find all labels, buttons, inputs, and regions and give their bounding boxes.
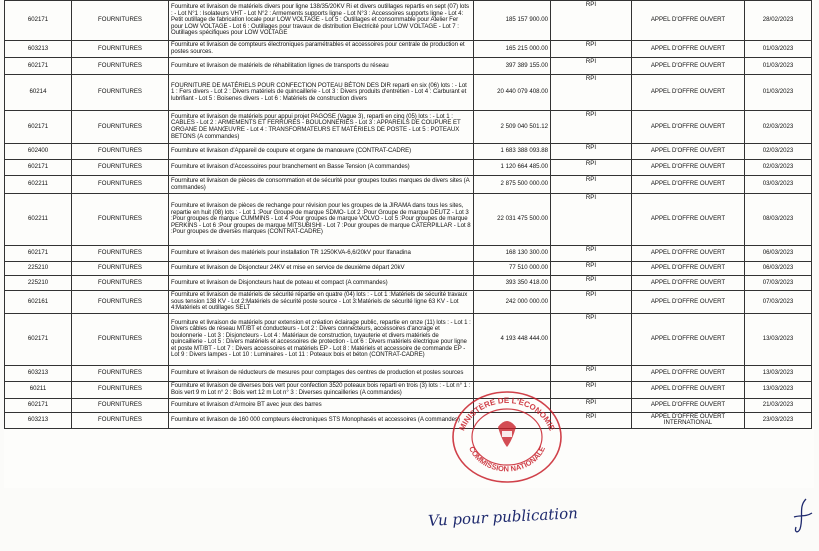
- document-footer: [0, 488, 819, 551]
- table-row: [5, 144, 812, 160]
- account-code-cell: 602171: [5, 1, 72, 41]
- procurement-method-cell: APPEL D'OFFRE OUVERT: [632, 41, 745, 58]
- procurement-method-cell: APPEL D'OFFRE OUVERT: [632, 313, 745, 365]
- table-body: [5, 1, 812, 429]
- procurement-table-sheet: [4, 0, 814, 488]
- description-cell: Fourniture et livraison de compteurs électroniques paramétrables et accessoires pour centrale de production et postes sources.: [169, 41, 474, 58]
- table-row: [5, 291, 812, 314]
- svg-text:COMMISSION NATIONALE: COMMISSION NATIONALE: [467, 444, 547, 474]
- description-cell: Fourniture et livraison d'Appareil de coupure et organe de manœuvre (CONTRAT-CADRE): [169, 144, 474, 160]
- account-code-cell: 602171: [5, 313, 72, 365]
- account-code-cell: 602211: [5, 176, 72, 194]
- amount-cell: 22 031 475 500.00: [474, 194, 551, 246]
- nature-cell: FOURNITURES: [72, 381, 169, 398]
- procurement-method-cell: APPEL D'OFFRE OUVERT: [632, 176, 745, 194]
- funding-source-cell: RPI: [551, 276, 632, 291]
- funding-source-cell: RPI: [551, 41, 632, 58]
- description-cell: Fourniture et livraison d'Accessoires pour branchement en Basse Tension (A commandes): [169, 160, 474, 176]
- description-cell: Fourniture et livraison de matériels de réhabilitation lignes de transports du réseau: [169, 58, 474, 75]
- procurement-method-cell: APPEL D'OFFRE OUVERT: [632, 381, 745, 398]
- nature-cell: FOURNITURES: [72, 75, 169, 111]
- procurement-method-cell: APPEL D'OFFRE OUVERT: [632, 246, 745, 262]
- date-cell: 06/03/2023: [745, 246, 812, 262]
- nature-cell: FOURNITURES: [72, 1, 169, 41]
- account-code-cell: 602171: [5, 160, 72, 176]
- table-row: [5, 1, 812, 41]
- date-cell: 28/02/2023: [745, 1, 812, 41]
- amount-cell: 2 509 040 501.12: [474, 111, 551, 144]
- procurement-method-cell: APPEL D'OFFRE OUVERT: [632, 291, 745, 314]
- amount-cell: 397 389 155.00: [474, 58, 551, 75]
- amount-cell: 77 510 000.00: [474, 262, 551, 276]
- stamp-icon: [448, 385, 566, 485]
- nature-cell: FOURNITURES: [72, 41, 169, 58]
- table-row: [5, 176, 812, 194]
- procurement-method-cell: APPEL D'OFFRE OUVERT: [632, 194, 745, 246]
- funding-source-cell: RPI: [551, 75, 632, 111]
- amount-cell: 185 157 900.00: [474, 1, 551, 41]
- nature-cell: FOURNITURES: [72, 246, 169, 262]
- funding-source-cell: RPI: [551, 291, 632, 314]
- funding-source-cell: RPI: [551, 176, 632, 194]
- date-cell: 21/03/2023: [745, 398, 812, 412]
- nature-cell: FOURNITURES: [72, 291, 169, 314]
- official-stamp: [448, 385, 566, 485]
- nature-cell: FOURNITURES: [72, 144, 169, 160]
- nature-cell: FOURNITURES: [72, 398, 169, 412]
- table-row: [5, 412, 812, 428]
- nature-cell: FOURNITURES: [72, 412, 169, 428]
- nature-cell: FOURNITURES: [72, 365, 169, 381]
- table-row: [5, 398, 812, 412]
- account-code-cell: 602171: [5, 58, 72, 75]
- procurement-method-cell: APPEL D'OFFRE OUVERT: [632, 1, 745, 41]
- account-code-cell: 225210: [5, 276, 72, 291]
- description-cell: Fourniture et livraison de réducteurs de mesures pour comptages des centres de production et postes sources: [169, 365, 474, 381]
- amount-cell: 2 875 500 000.00: [474, 176, 551, 194]
- table-row: [5, 313, 812, 365]
- nature-cell: FOURNITURES: [72, 313, 169, 365]
- description-cell: Fourniture et livraison de matériels pour appui projet PAGOSE (Vague 3), reparti en cinq (05) lots : - Lot 1 : CABLES - Lot 2 : ARMEMENTS ET FERRURES - BOULONNERIES - Lot 3 : APPAREILS DE COUPURE ET ORGANE DE MANŒUVRE - Lot 4 : TRANSFORMATEURS ET MATÉRIELS DE POSTE - Lot 5 : POTEAUX BETONS (A commandes): [169, 111, 474, 144]
- date-cell: 02/03/2023: [745, 111, 812, 144]
- description-cell: Fourniture et livraison de matériels divers pour ligne 138/35/20KV Ri et divers outillages repartis en sept (07) lots : - Lot N°1 : Isolateurs VHT - Lot N°2 : Armements supports ligne - Lot N°3 : Accessoires supports ligne - Lot 4: Petit outillage de fabrication locale pour LOW VOLTAGE - Lot 5 : Outillages et consommable pour Atelier Fer pour LOW VOLTAGE - Lot 6 : Outillages pour travaux de distribution Electricité pour LOW VOLTAGE - Lot 7 : Outillages spécifiques pour LOW VOLTAGE: [169, 1, 474, 41]
- description-cell: Fourniture et livraison de matériels pour extension et création éclairage public, repartie en onze (11) lots : - Lot 1 : Divers câbles de réseau MT/BT et conducteurs - Lot 2 : Divers connecteurs, accessoires d'ancrage et boulonnerie - Lot 3 : Disjoncteurs - Lot 4 : Matériaux de construction, tuyauterie et divers matériels de quincaillerie - Lot 5 : Divers matériels et accessoires de protection - Lot 6 : Divers matériels électrique pour ligne et poste MT/BT - Lot 7 : Divers accessoires et matériels EP - Lot 8 : Matériels et accessoire de commande EP - Lot 9 : Divers lampes - Lot 10 : Luminaires - Lot 11 : Poteaux bois et béton (CONTRAT-CADRE): [169, 313, 474, 365]
- description-cell: Fourniture et livraison d'Armoire BT avec jeux des barres: [169, 398, 474, 412]
- table-row: [5, 246, 812, 262]
- funding-source-cell: RPI: [551, 398, 632, 412]
- date-cell: 13/03/2023: [745, 313, 812, 365]
- description-cell: Fourniture et livraison de matériels de sécurité répartie en quatre (04) lots : - Lot 1 :Matériels de sécurité travaux sous tension 138 KV - Lot 2:Matériels de sécurité poste source - Lot 3:Matériels de sécurité ligne 63 KV - Lot 4:Matériels et outillages SELT: [169, 291, 474, 314]
- account-code-cell: 602161: [5, 291, 72, 314]
- account-code-cell: 602171: [5, 111, 72, 144]
- date-cell: 23/03/2023: [745, 412, 812, 428]
- table-row: [5, 111, 812, 144]
- amount-cell: 20 440 079 408.00: [474, 75, 551, 111]
- nature-cell: FOURNITURES: [72, 58, 169, 75]
- procurement-method-cell: APPEL D'OFFRE OUVERT: [632, 111, 745, 144]
- description-cell: Fourniture et livraison de Disjoncteurs haut de poteau et compact (A commandes): [169, 276, 474, 291]
- account-code-cell: 603213: [5, 365, 72, 381]
- procurement-table: [4, 0, 812, 429]
- nature-cell: FOURNITURES: [72, 111, 169, 144]
- amount-cell: 4 193 448 444.00: [474, 313, 551, 365]
- table-row: [5, 58, 812, 75]
- funding-source-cell: RPI: [551, 58, 632, 75]
- funding-source-cell: RPI: [551, 194, 632, 246]
- nature-cell: FOURNITURES: [72, 160, 169, 176]
- account-code-cell: 603213: [5, 41, 72, 58]
- date-cell: 07/03/2023: [745, 276, 812, 291]
- date-cell: 06/03/2023: [745, 262, 812, 276]
- account-code-cell: 602400: [5, 144, 72, 160]
- funding-source-cell: RPI: [551, 160, 632, 176]
- table-row: [5, 41, 812, 58]
- account-code-cell: 60211: [5, 381, 72, 398]
- nature-cell: FOURNITURES: [72, 262, 169, 276]
- description-cell: Fourniture et livraison de pièces de consommation et de sécurité pour groupes toutes marques de divers sites (A commandes): [169, 176, 474, 194]
- date-cell: 01/03/2023: [745, 41, 812, 58]
- date-cell: 01/03/2023: [745, 58, 812, 75]
- procurement-method-cell: APPEL D'OFFRE OUVERT: [632, 398, 745, 412]
- date-cell: 02/03/2023: [745, 144, 812, 160]
- amount-cell: 393 350 418.00: [474, 276, 551, 291]
- table-row: [5, 75, 812, 111]
- date-cell: 01/03/2023: [745, 75, 812, 111]
- date-cell: 07/03/2023: [745, 291, 812, 314]
- description-cell: FOURNITURE DE MATÉRIELS POUR CONFECTION POTEAU BÉTON DES DIR reparti en six (06) lots : - Lot 1 : Fers divers - Lot 2 : Divers matériels de quincaillerie - Lot 3 : Divers produits d'entretien - Lot 4 : Carburant et lubrifiant - Lot 5 : Boisenes divers - Lot 6 : Matériels de construction divers: [169, 75, 474, 111]
- handwritten-annotation: Vu pour publication: [427, 504, 579, 530]
- description-cell: Fourniture et livraison des matériels pour installation TR 1250KVA-6,6/20kV pour Ifanadina: [169, 246, 474, 262]
- table-row: [5, 381, 812, 398]
- account-code-cell: 602171: [5, 398, 72, 412]
- date-cell: 03/03/2023: [745, 176, 812, 194]
- procurement-method-cell: APPEL D'OFFRE OUVERT: [632, 75, 745, 111]
- table-row: [5, 194, 812, 246]
- procurement-method-cell: APPEL D'OFFRE OUVERT: [632, 58, 745, 75]
- table-row: [5, 276, 812, 291]
- procurement-method-cell: APPEL D'OFFRE OUVERT: [632, 365, 745, 381]
- procurement-method-cell: APPEL D'OFFRE OUVERT INTERNATIONAL: [632, 412, 745, 428]
- nature-cell: FOURNITURES: [72, 276, 169, 291]
- signature-initials: [788, 495, 816, 535]
- funding-source-cell: RPI: [551, 144, 632, 160]
- account-code-cell: 60214: [5, 75, 72, 111]
- amount-cell: 168 130 300.00: [474, 246, 551, 262]
- funding-source-cell: RPI: [551, 111, 632, 144]
- procurement-method-cell: APPEL D'OFFRE OUVERT: [632, 262, 745, 276]
- account-code-cell: 603213: [5, 412, 72, 428]
- nature-cell: FOURNITURES: [72, 194, 169, 246]
- funding-source-cell: RPI: [551, 381, 632, 398]
- amount-cell: 1 683 388 093.88: [474, 144, 551, 160]
- table-row: [5, 262, 812, 276]
- account-code-cell: 602171: [5, 246, 72, 262]
- procurement-method-cell: APPEL D'OFFRE OUVERT: [632, 144, 745, 160]
- account-code-cell: 225210: [5, 262, 72, 276]
- description-cell: Fourniture et livraison de pièces de rechange pour révision pour les groupes de la JIRAMA dans tous les sites, repartie en huit (08) lots : - Lot 1 :Pour Groupe de marque SDMO- Lot 2 :Pour Groupe de marque DEUTZ - Lot 3 :Pour groupes de marque CUMMINS - Lot 4 :Pour groupes de marque VOLVO - Lot 5 :Pour groupes de marque PERKINS - Lot 6 :Pour groupes de marque MITSUBISHI - Lot 7 :Pour groupes de marque CATERPILLAR - Lot 8 :Pour groupes de diverses marques (CONTRAT-CADRE): [169, 194, 474, 246]
- amount-cell: 165 215 000.00: [474, 41, 551, 58]
- amount-cell: [474, 365, 551, 381]
- table-row: [5, 365, 812, 381]
- procurement-method-cell: APPEL D'OFFRE OUVERT: [632, 160, 745, 176]
- funding-source-cell: RPI: [551, 313, 632, 365]
- date-cell: 13/03/2023: [745, 381, 812, 398]
- nature-cell: FOURNITURES: [72, 176, 169, 194]
- funding-source-cell: RPI: [551, 1, 632, 41]
- svg-text:MINISTÈRE DE L'ÉCONOMIE: MINISTÈRE DE L'ÉCONOMIE: [457, 395, 557, 433]
- funding-source-cell: RPI: [551, 246, 632, 262]
- date-cell: 02/03/2023: [745, 160, 812, 176]
- funding-source-cell: RPI: [551, 262, 632, 276]
- procurement-method-cell: APPEL D'OFFRE OUVERT: [632, 276, 745, 291]
- date-cell: 13/03/2023: [745, 365, 812, 381]
- funding-source-cell: RPI: [551, 365, 632, 381]
- amount-cell: 1 120 664 485.00: [474, 160, 551, 176]
- funding-source-cell: RPI: [551, 412, 632, 428]
- description-cell: Fourniture et livraison de 160 000 compteurs électroniques STS Monophasés et accessoires (A commandes): [169, 412, 474, 428]
- account-code-cell: 602211: [5, 194, 72, 246]
- description-cell: Fourniture et livraison de diverses bois vert pour confection 3520 poteaux bois reparti en trois (3) lots : - Lot n° 1 : Bois vert 9 m Lot n° 2 : Bois vert 12 m Lot n° 3 : Diverses quincailleries (A commandes): [169, 381, 474, 398]
- table-row: [5, 160, 812, 176]
- date-cell: 08/03/2023: [745, 194, 812, 246]
- description-cell: Fourniture et livraison de Disjoncteur 24KV et mise en service de deuxième départ 20kV: [169, 262, 474, 276]
- amount-cell: 242 000 000.00: [474, 291, 551, 314]
